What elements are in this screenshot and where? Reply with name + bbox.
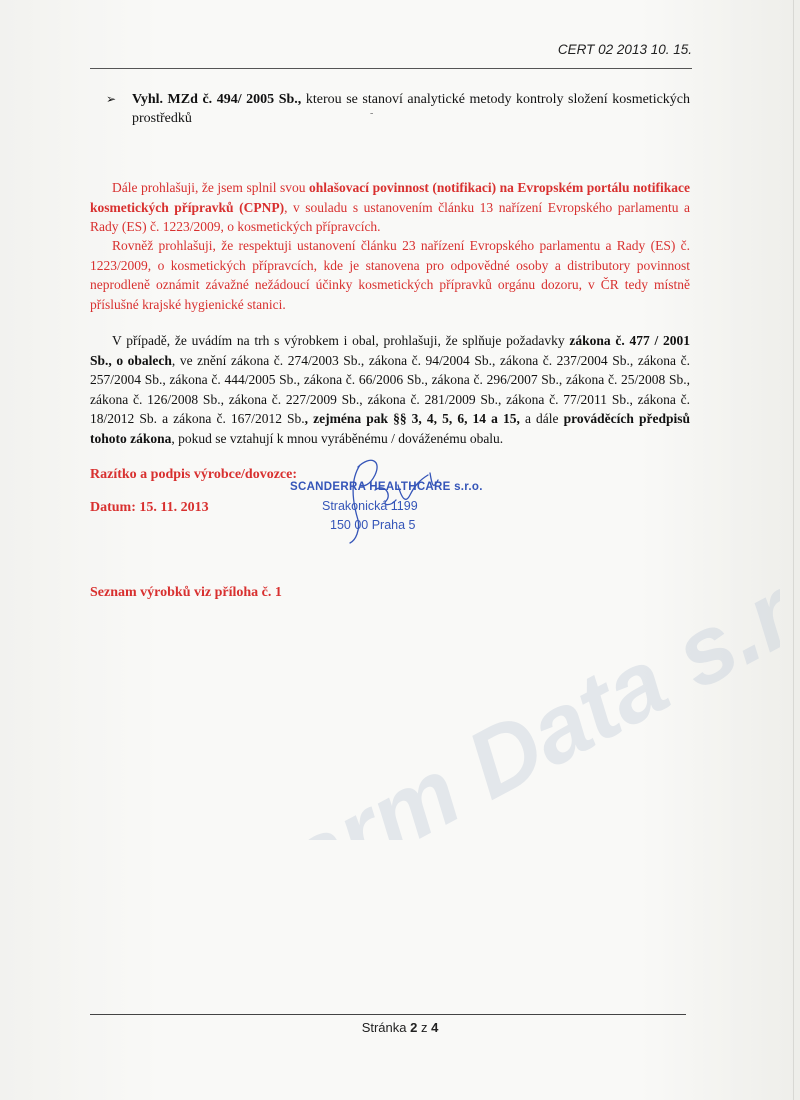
page-edge <box>793 0 794 1100</box>
law-item-title: Vyhl. MZd č. 494/ 2005 Sb., <box>132 92 302 107</box>
packaging-paragraph <box>90 331 690 448</box>
page-footer <box>0 1020 800 1035</box>
notification-text-start: Dále prohlašuji, že jsem splnil svou <box>112 180 310 195</box>
footer-divider <box>90 1014 686 1015</box>
stray-mark: - <box>370 108 374 119</box>
current-page-number: 2 <box>410 1020 418 1035</box>
packaging-regulations-bold: prováděcích předpisů tohoto zákona <box>90 411 690 446</box>
packaging-amendments: , ve znění zákona č. 274/2003 Sb., zákona č. 94/2004 Sb., zákona č. 237/2004 Sb., zákona č. 257/2004 Sb., zákona č. 444/2005 Sb., zákona č. 66/2006 Sb., zákona č. 296/2007 Sb., zákona č. 25/2008 Sb., zákona č. 126/2008 Sb., zákona č. 227/2009 Sb., zákona č. 281/2009 Sb., zákona č. 77/2011 Sb., zákona č. 18/2012 Sb. a zákona č. 167/2012 Sb. <box>90 352 690 426</box>
packaging-law-bold: zákona č. 477 / 2001 Sb., o obalech <box>90 333 690 368</box>
stamp-company-name: SCANDERRA HEALTHCARE s.r.o. <box>290 481 483 493</box>
packaging-sections-bold: , zejména pak §§ 3, 4, 5, 6, 14 a 15, <box>304 411 520 426</box>
law-item-text <box>132 90 690 128</box>
adverse-effects-paragraph: Rovněž prohlašuji, že respektuji ustanovení článku 23 nařízení Evropského parlamentu a Rady (ES) č. 1223/2009, o kosmetických přípravcích, kde je stanovena pro odpovědné osoby a distributory povinnost neprodleně oznámit závažné nežádoucí účinky kosmetických přípravků orgánu dozoru, v ČR tedy místně příslušné krajské hygienické stanici. <box>90 238 690 312</box>
arrow-bullet-icon: ➢ <box>106 92 117 106</box>
notification-paragraph <box>90 178 690 237</box>
packaging-text-start: V případě, že uvádím na trh s výrobkem i obal, prohlašuji, že splňuje požadavky <box>112 333 570 348</box>
stamp-city: 150 00 Praha 5 <box>330 518 416 532</box>
document-reference: CERT 02 2013 10. 15. <box>557 42 692 57</box>
packaging-text-end: , pokud se vztahují k mnou vyráběnému / dováženému obalu. <box>171 430 504 446</box>
date-label: Datum: 15. 11. 2013 <box>90 500 209 515</box>
page-label: Stránka <box>361 1020 411 1035</box>
law-list-item <box>106 90 690 128</box>
page-header <box>90 38 692 69</box>
packaging-text-mid: a dále <box>519 411 564 426</box>
handwritten-signature <box>320 445 460 545</box>
notification-text-end: , v souladu s ustanovením článku 13 nařízení Evropského parlamentu a Rady (ES) č. 1223/2009, o kosmetických přípravcích. <box>90 199 690 234</box>
page-separator: z <box>417 1020 432 1035</box>
product-list-label: Seznam výrobků viz příloha č. 1 <box>90 585 282 600</box>
stamp-street: Strakonická 1199 <box>322 499 418 513</box>
law-item-description: kterou se stanoví analytické metody kontroly složení kosmetických prostředků <box>132 92 691 126</box>
total-pages: 4 <box>431 1020 439 1035</box>
stamp-signature-label: Razítko a podpis výrobce/dovozce: <box>90 467 298 482</box>
notification-text-bold: ohlašovací povinnost (notifikaci) na Evropském portálu notifikace kosmetických přípravků (CPNP) <box>90 180 690 215</box>
